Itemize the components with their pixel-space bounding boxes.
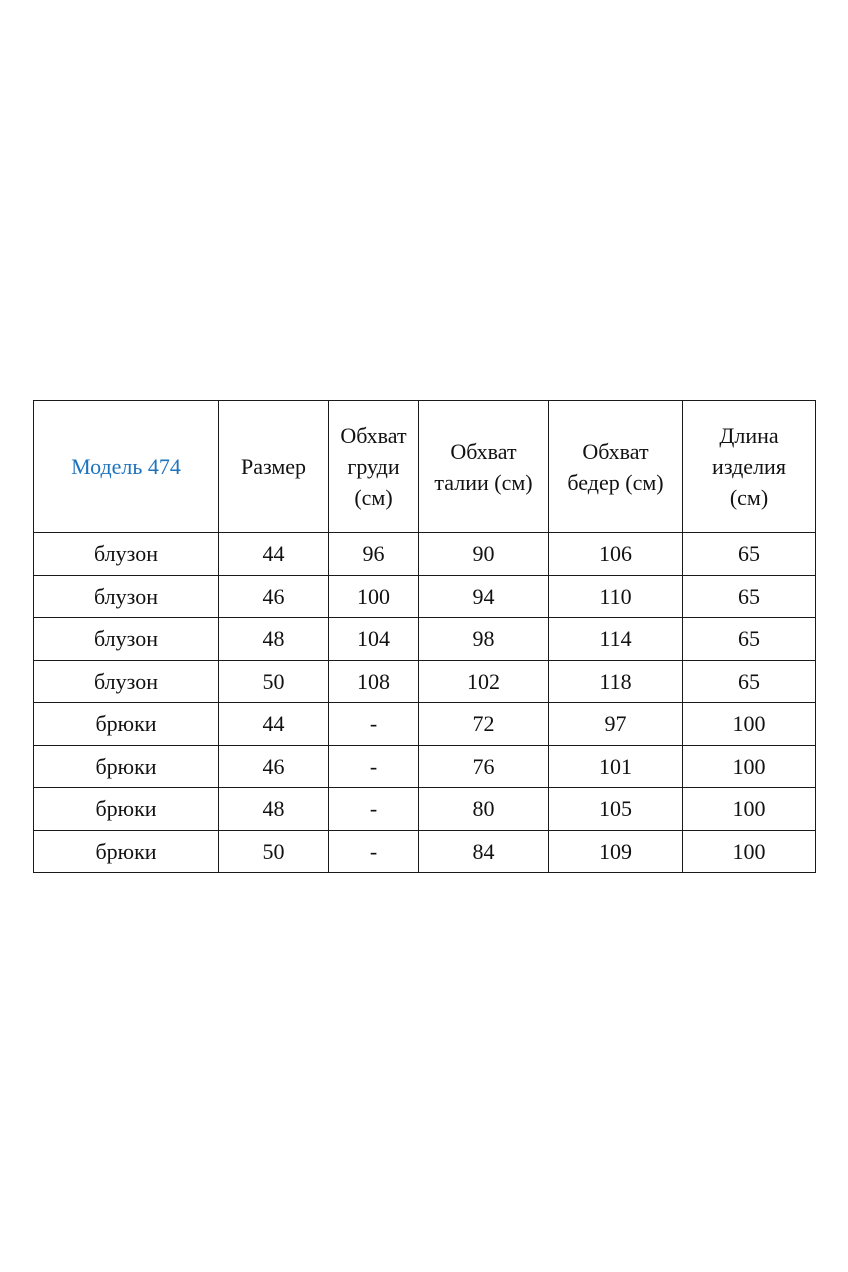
cell-size: 44 [219, 703, 329, 746]
table-row [34, 575, 816, 618]
cell-size: 46 [219, 745, 329, 788]
cell-size: 44 [219, 533, 329, 576]
header-chest: Обхват груди (см) [329, 401, 419, 533]
table-row [34, 745, 816, 788]
cell-item: брюки [34, 703, 219, 746]
table-row [34, 830, 816, 873]
cell-waist: 98 [419, 618, 549, 661]
cell-size: 50 [219, 830, 329, 873]
cell-size: 48 [219, 618, 329, 661]
model-title: Модель 474 [34, 401, 219, 533]
cell-waist: 80 [419, 788, 549, 831]
cell-chest: - [329, 788, 419, 831]
cell-item: брюки [34, 830, 219, 873]
cell-hips: 114 [549, 618, 683, 661]
cell-item: брюки [34, 745, 219, 788]
cell-hips: 106 [549, 533, 683, 576]
cell-item: блузон [34, 575, 219, 618]
cell-length: 65 [683, 533, 816, 576]
cell-size: 50 [219, 660, 329, 703]
table-row [34, 788, 816, 831]
cell-chest: - [329, 745, 419, 788]
table-row [34, 703, 816, 746]
header-size: Размер [219, 401, 329, 533]
table-row [34, 618, 816, 661]
cell-waist: 76 [419, 745, 549, 788]
cell-waist: 102 [419, 660, 549, 703]
cell-item: брюки [34, 788, 219, 831]
table-row [34, 533, 816, 576]
cell-length: 100 [683, 703, 816, 746]
cell-waist: 72 [419, 703, 549, 746]
cell-hips: 101 [549, 745, 683, 788]
cell-length: 100 [683, 745, 816, 788]
cell-size: 46 [219, 575, 329, 618]
cell-hips: 109 [549, 830, 683, 873]
cell-hips: 105 [549, 788, 683, 831]
cell-item: блузон [34, 618, 219, 661]
cell-hips: 110 [549, 575, 683, 618]
header-hips: Обхват бедер (см) [549, 401, 683, 533]
cell-length: 65 [683, 575, 816, 618]
cell-item: блузон [34, 533, 219, 576]
cell-size: 48 [219, 788, 329, 831]
cell-chest: 96 [329, 533, 419, 576]
cell-length: 65 [683, 618, 816, 661]
header-row [34, 401, 816, 533]
cell-hips: 118 [549, 660, 683, 703]
cell-chest: 104 [329, 618, 419, 661]
cell-waist: 90 [419, 533, 549, 576]
cell-waist: 84 [419, 830, 549, 873]
cell-chest: 100 [329, 575, 419, 618]
size-chart-table [33, 400, 816, 873]
cell-hips: 97 [549, 703, 683, 746]
cell-waist: 94 [419, 575, 549, 618]
table-row [34, 660, 816, 703]
table-header [34, 401, 816, 533]
header-length: Длина изделия (см) [683, 401, 816, 533]
table-body [34, 533, 816, 873]
cell-length: 100 [683, 830, 816, 873]
cell-length: 65 [683, 660, 816, 703]
cell-length: 100 [683, 788, 816, 831]
cell-chest: - [329, 830, 419, 873]
cell-chest: 108 [329, 660, 419, 703]
cell-chest: - [329, 703, 419, 746]
header-waist: Обхват талии (см) [419, 401, 549, 533]
cell-item: блузон [34, 660, 219, 703]
